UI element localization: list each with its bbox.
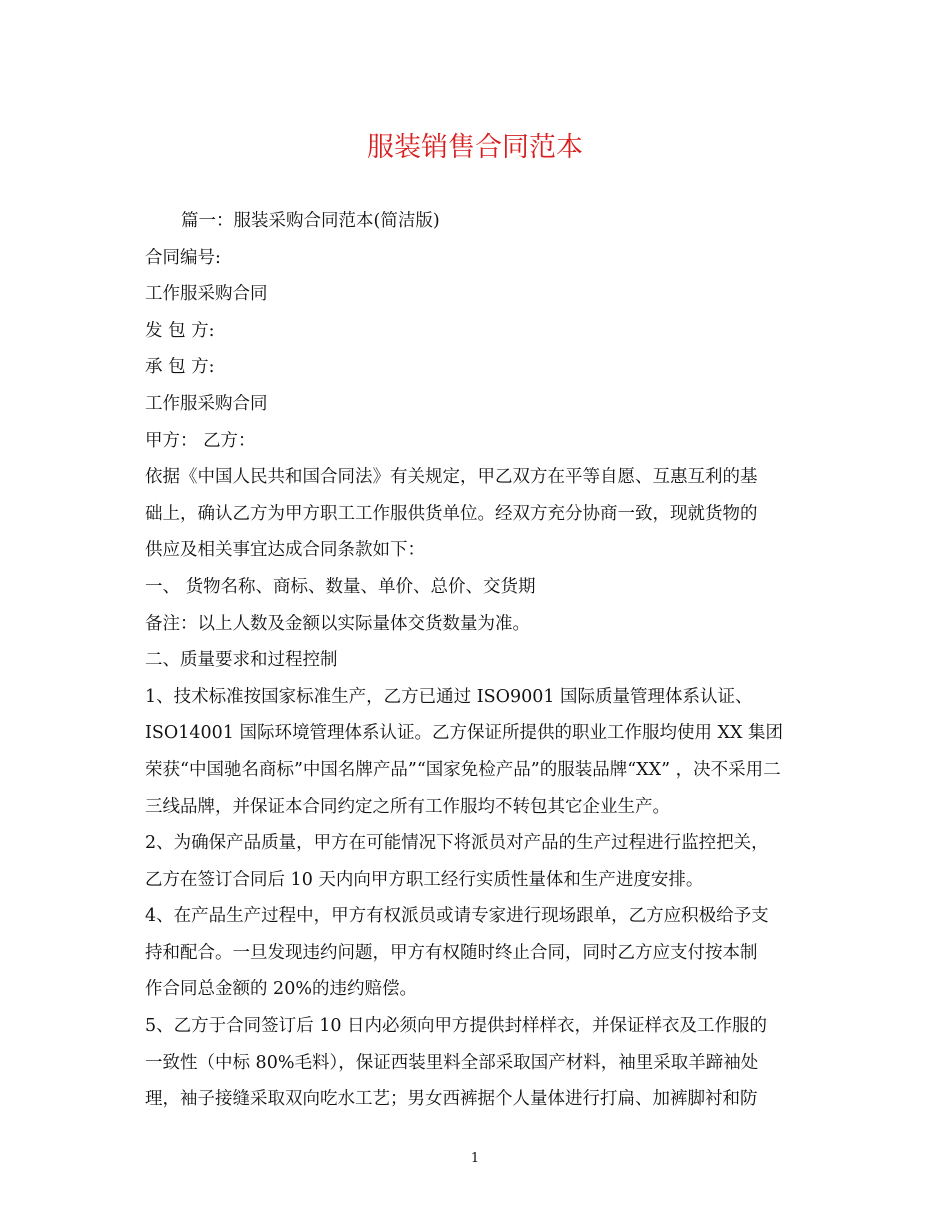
party-labels: 甲方： 乙方： — [145, 430, 256, 451]
paragraph-line: ISO14001 国际环境管理体系认证。乙方保证所提供的职业工作服均使用 XX 集团 — [145, 723, 784, 744]
contract-subtitle: 工作服采购合同 — [145, 284, 268, 305]
paragraph-line: 础上，确认乙方为甲方职工工作服供货单位。经双方充分协商一致，现就货物的 — [145, 503, 758, 524]
document-title: 服装销售合同范本 — [367, 132, 583, 163]
paragraph-line: 一致性（中标 80%毛料），保证西装里料全部采取国产材料，袖里采取羊蹄袖处 — [145, 1052, 759, 1073]
contractor-label: 承 包 方: — [145, 357, 215, 378]
section-heading: 篇一：服装采购合同范本(简洁版) — [181, 211, 440, 231]
paragraph-line: 乙方在签订合同后 10 天内向甲方职工经行实质性量体和生产进度安排。 — [145, 869, 704, 890]
paragraph-line: 持和配合。一旦发现违约问题，甲方有权随时终止合同，同时乙方应支付按本制 — [145, 942, 758, 963]
issuer-label: 发 包 方: — [145, 320, 215, 341]
clause-heading: 二、质量要求和过程控制 — [145, 650, 338, 671]
document-body — [145, 203, 815, 1118]
paragraph-line: 4、在产品生产过程中，甲方有权派员或请专家进行现场跟单，乙方应积极给予支 — [145, 906, 769, 927]
note-line: 备注：以上人数及金额以实际量体交货数量为准。 — [145, 613, 530, 634]
paragraph-line: 2、为确保产品质量，甲方在可能情况下将派员对产品的生产过程进行监控把关， — [145, 833, 769, 854]
paragraph-line: 依据《中国人民共和国合同法》有关规定，甲乙双方在平等自愿、互惠互利的基 — [145, 467, 758, 488]
paragraph-line: 供应及相关事宜达成合同条款如下： — [145, 540, 425, 561]
paragraph-line: 三线品牌，并保证本合同约定之所有工作服均不转包其它企业生产。 — [145, 796, 670, 817]
contract-number-label: 合同编号: — [145, 247, 221, 268]
paragraph-line: 1、技术标准按国家标准生产，乙方已通过 ISO9001 国际质量管理体系认证、 — [145, 686, 753, 707]
paragraph-line: 理，袖子接缝采取双向吃水工艺；男女西裤据个人量体进行打扁、加裤脚衬和防 — [145, 1089, 758, 1110]
clause-heading: 一、 货物名称、商标、数量、单价、总价、交货期 — [145, 576, 536, 597]
paragraph-line: 作合同总金额的 20%的违约赔偿。 — [145, 979, 417, 1000]
page-number: 1 — [470, 1151, 480, 1166]
contract-subtitle-repeat: 工作服采购合同 — [145, 393, 268, 414]
paragraph-line: 5、乙方于合同签订后 10 日内必须向甲方提供封样样衣，并保证样衣及工作服的 — [145, 1016, 768, 1037]
paragraph-line: 荣获“中国驰名商标”中国名牌产品”“国家免检产品”的服装品牌“XX” ，决不采用二 — [145, 759, 781, 780]
